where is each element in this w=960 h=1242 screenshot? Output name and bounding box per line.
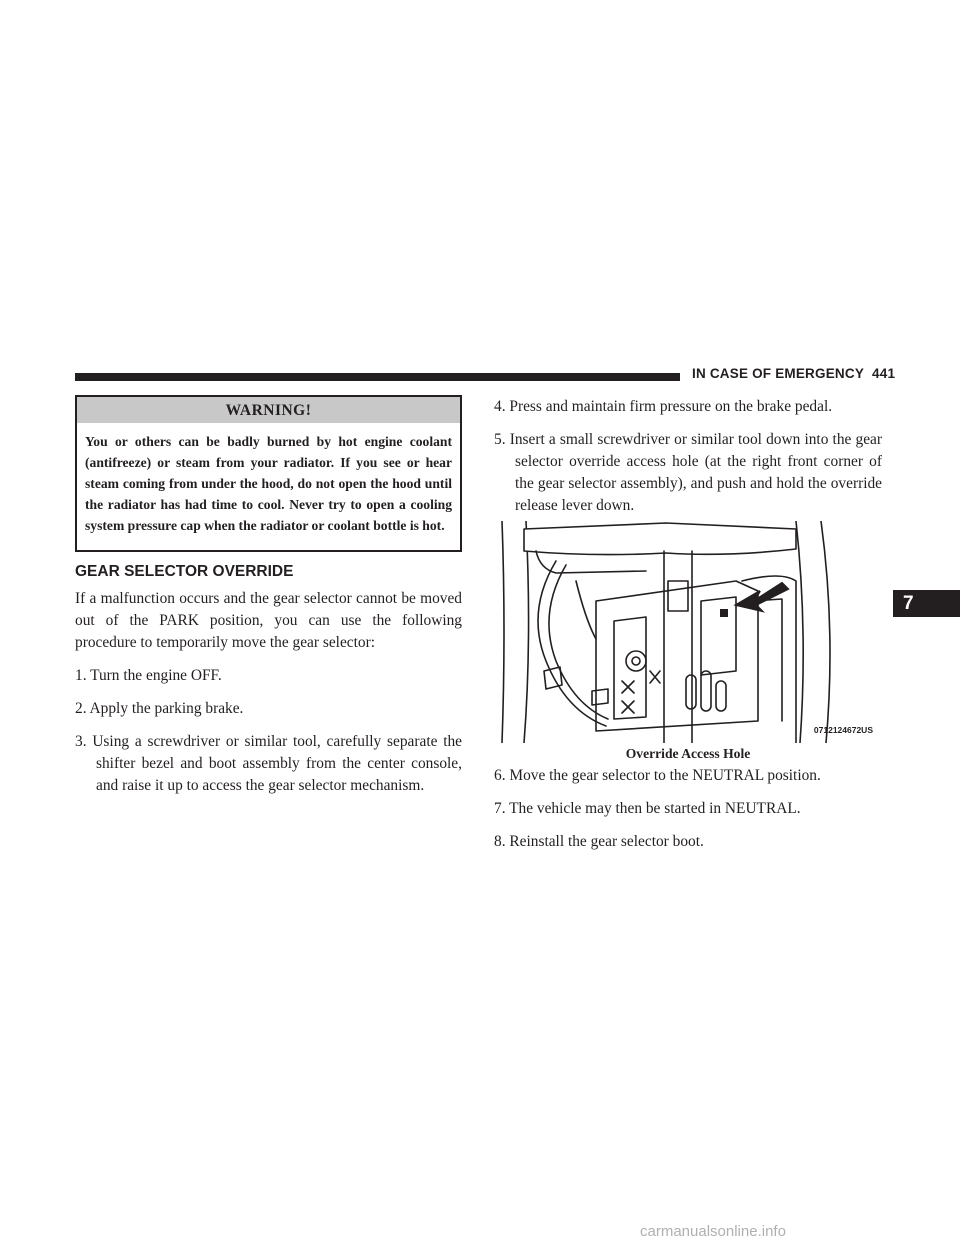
step-2: 2. Apply the parking brake. [75, 700, 244, 717]
left-column [75, 588, 462, 808]
warning-title: WARNING! [77, 397, 460, 423]
figure-code: 0712124672US [813, 725, 873, 735]
page-number: 441 [872, 366, 896, 381]
chapter-tab: 7 [893, 590, 960, 617]
warning-body: You or others can be badly burned by hot engine coolant (antifreeze) or steam from your radiator. If you see or hear steam coming from under the hood, do not open the hood until the radiator has had time to cool. Never try to open a cooling system pressure cap when the radiator or coolant bottle is hot. [85, 434, 452, 533]
step-5: 5. Insert a small screwdriver or similar tool down into the gear selector override access hole (at the right front corner of the gear selector assembly), and push and hold the override release lever down. [494, 431, 882, 514]
warning-box [75, 395, 462, 552]
override-figure [496, 521, 877, 743]
header-rule [75, 373, 680, 381]
gear-selector-illustration [496, 521, 877, 743]
intro-paragraph: If a malfunction occurs and the gear selector cannot be moved out of the PARK position, you can use the following procedure to temporarily move the gear selector: [75, 590, 462, 651]
step-8: 8. Reinstall the gear selector boot. [494, 833, 704, 850]
step-4: 4. Press and maintain firm pressure on the brake pedal. [494, 398, 833, 415]
pointer-arrow [736, 583, 788, 611]
right-column [494, 396, 882, 864]
section-heading: GEAR SELECTOR OVERRIDE [75, 563, 294, 580]
step-6: 6. Move the gear selector to the NEUTRAL position. [494, 767, 821, 784]
access-hole-marker [720, 609, 728, 617]
step-3: 3. Using a screwdriver or similar tool, carefully separate the shifter bezel and boot assembly from the center console, and raise it up to access the gear selector mechanism. [75, 733, 462, 794]
step-1: 1. Turn the engine OFF. [75, 667, 222, 684]
running-header [692, 366, 895, 381]
step-7: 7. The vehicle may then be started in NEUTRAL. [494, 800, 801, 817]
figure-caption: Override Access Hole [625, 746, 751, 761]
watermark: carmanualsonline.info [640, 1223, 786, 1240]
section-title: IN CASE OF EMERGENCY [692, 366, 865, 381]
